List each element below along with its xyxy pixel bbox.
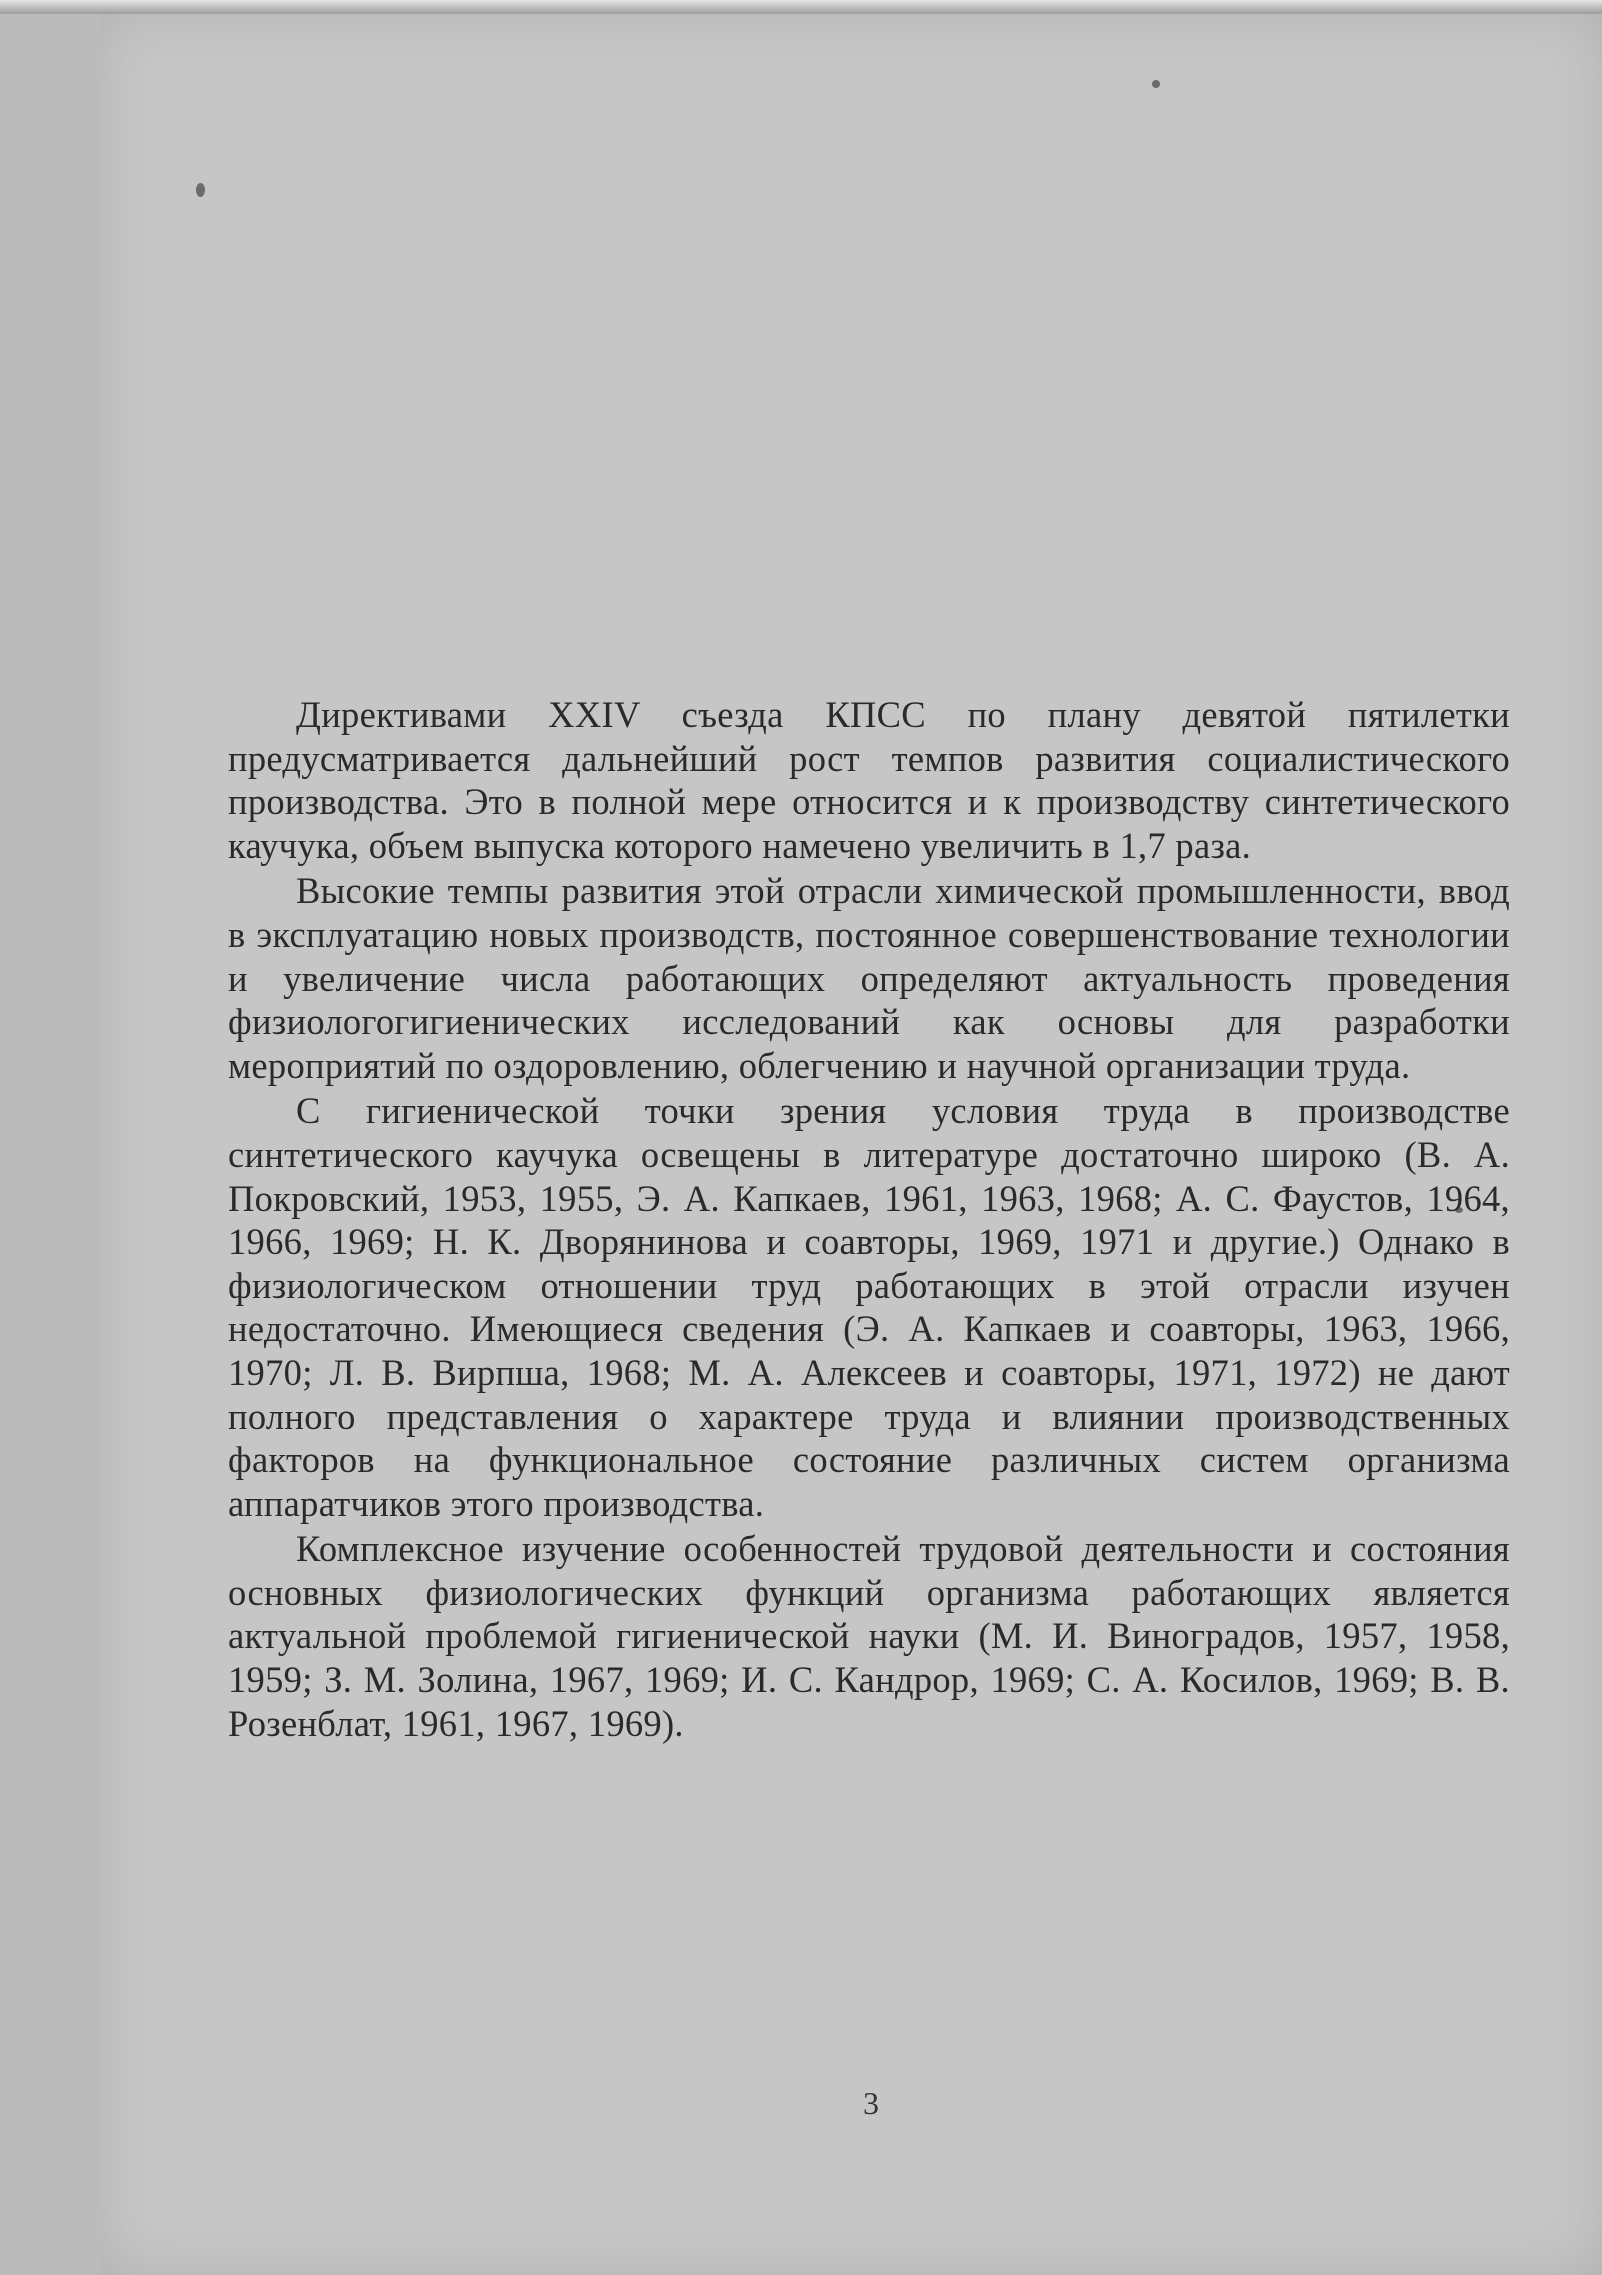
paragraph-2: Высокие темпы развития этой отрасли химической промышленности, ввод в эксплуатацию новых производств, постоянное совершенствование технологии и увеличение числа работающих определяют актуальность проведения физиологогигиенических исследований как основы для разработки мероприятий по оздоровлению, облегчению и научной организации труда. bbox=[228, 870, 1510, 1086]
dust-speck bbox=[1152, 80, 1160, 88]
scan-margin bbox=[0, 0, 100, 2275]
page-top-edge bbox=[0, 0, 1602, 14]
paragraph-1: Директивами XXIV съезда КПСС по плану девятой пятилетки предусматривается дальнейший рост темпов развития социалистического производства. Это в полной мере относится и к производству синтетического каучука, объем выпуска которого намечено увеличить в 1,7 раза. bbox=[228, 694, 1510, 866]
paragraph-4: Комплексное изучение особенностей трудовой деятельности и состояния основных физиологических функций организма работающих является актуальной проблемой гигиенической науки (М. И. Виноградов, 1957, 1958, 1959; З. М. Золина, 1967, 1969; И. С. Кандрор, 1969; С. А. Косилов, 1969; В. В. Розенблат, 1961, 1967, 1969). bbox=[228, 1528, 1510, 1744]
dust-speck bbox=[196, 183, 205, 197]
document-body bbox=[228, 693, 1510, 1747]
paragraph-3: С гигиенической точки зрения условия труда в производстве синтетического каучука освещены в литературе достаточно широко (В. А. Покровский, 1953, 1955, Э. А. Капкаев, 1961, 1963, 1968; А. С. Фаустов, 1964, 1966, 1969; Н. К. Дворянинова и соавторы, 1969, 1971 и другие.) Однако в физиологическом отношении труд работающих в этой отрасли изучен недостаточно. Имеющиеся сведения (Э. А. Капкаев и соавторы, 1963, 1966, 1970; Л. В. Вирпша, 1968; М. А. Алексеев и соавторы, 1971, 1972) не дают полного представления о характере труда и влиянии производственных факторов на функциональное состояние различных систем организма аппаратчиков этого производства. bbox=[228, 1090, 1510, 1524]
page-number: 3 bbox=[863, 2085, 879, 2121]
